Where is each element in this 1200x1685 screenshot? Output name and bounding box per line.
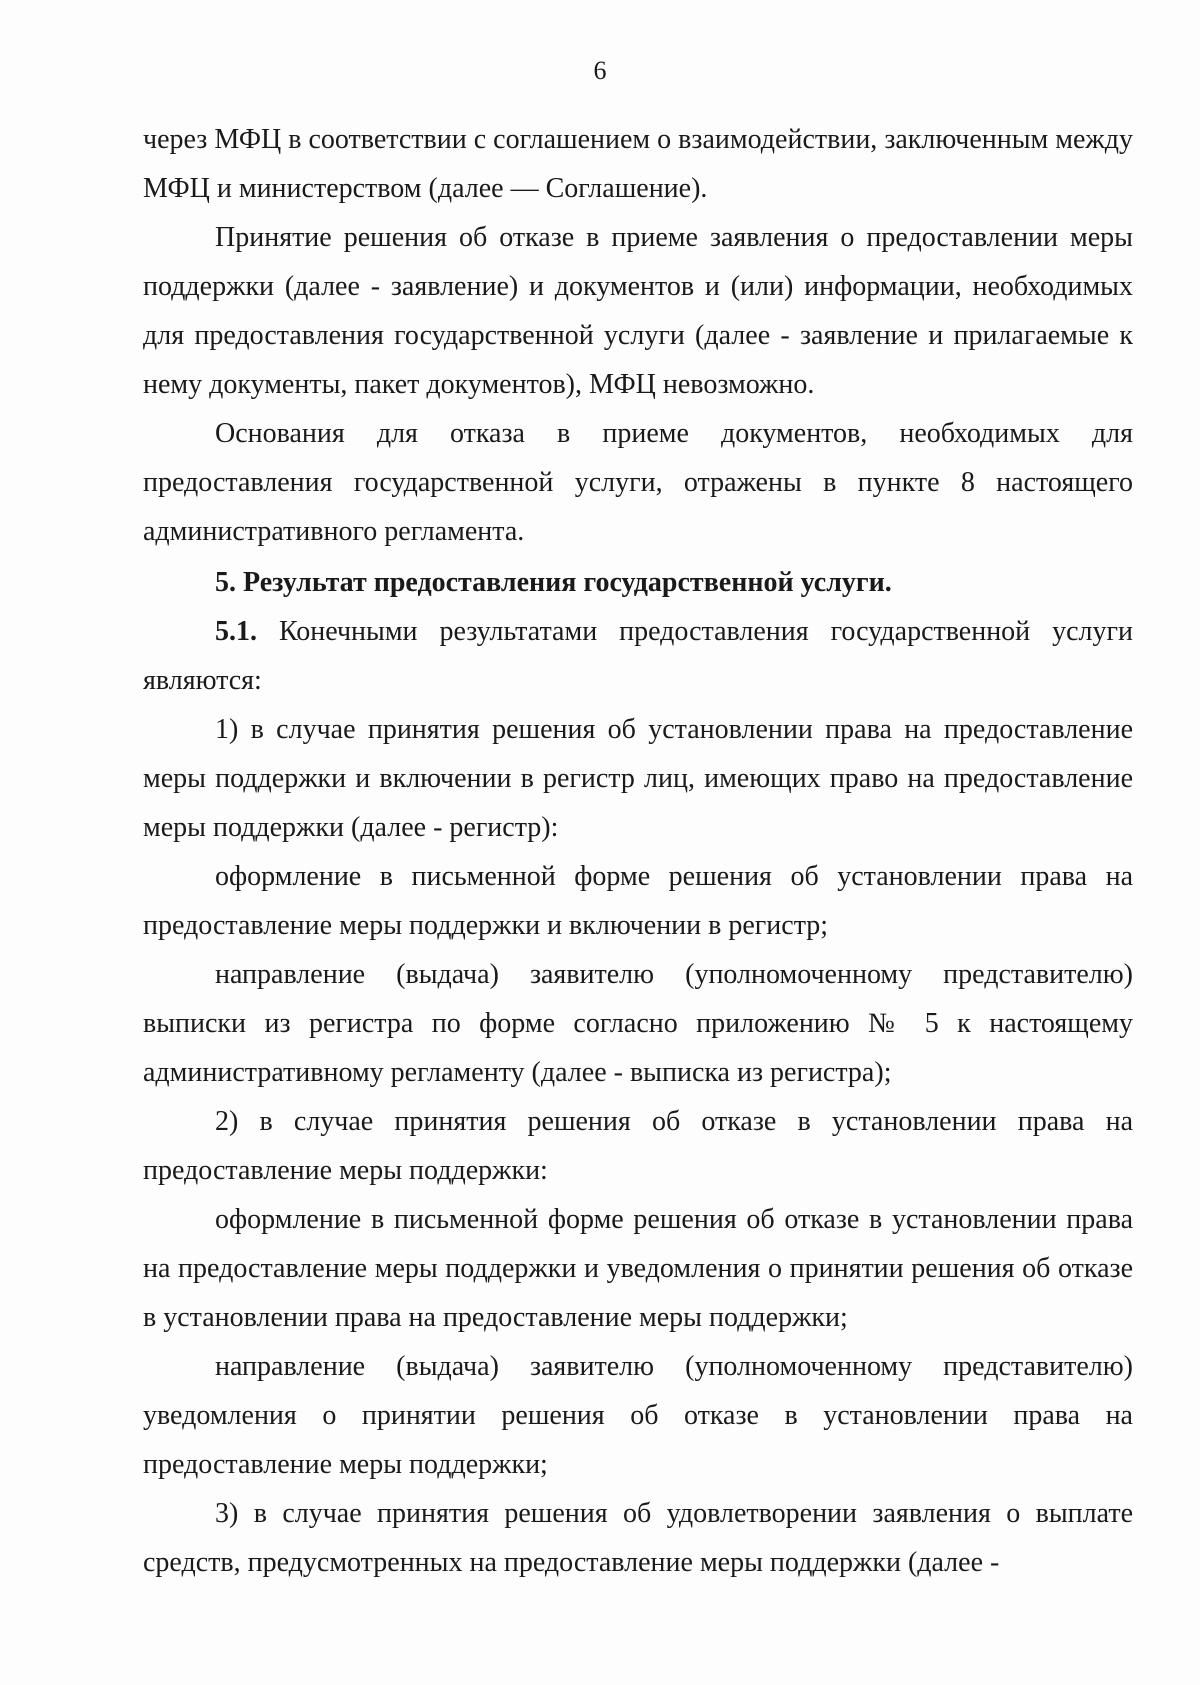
paragraph-case-1: 1) в случае принятия решения об установлении права на предоставление меры поддержки и включении в регистр лиц, имеющих право на предоставление меры поддержки (далее - регистр): bbox=[143, 714, 1133, 843]
paragraph-case-2: 2) в случае принятия решения об отказе в установлении права на предоставление меры поддержки: bbox=[143, 1106, 1133, 1186]
paragraph-case-1-decision: оформление в письменной форме решения об установлении права на предоставление меры поддержки и включении в регистр; bbox=[143, 861, 1133, 941]
paragraph-refusal-impossible: Принятие решения об отказе в приеме заявления о предоставлении меры поддержки (далее - заявление) и документов и (или) информации, необходимых для предоставления государственной услуги (далее - заявление и прилагаемые к нему документы, пакет документов), МФЦ невозможно. bbox=[143, 222, 1133, 400]
paragraph-case-2-notice: направление (выдача) заявителю (уполномоченному представителю) уведомления о принятии решения об отказе в установлении права на предоставление меры поддержки; bbox=[143, 1351, 1133, 1480]
paragraph-refusal-grounds: Основания для отказа в приеме документов, необходимых для предоставления государственной услуги, отражены в пункте 8 настоящего административного регламента. bbox=[143, 418, 1133, 547]
paragraph-final-results bbox=[143, 607, 1133, 705]
clause-number: 5.1. bbox=[215, 616, 257, 647]
document-body bbox=[143, 115, 1133, 1587]
clause-text: Конечными результатами предоставления государственной услуги являются: bbox=[143, 616, 1133, 696]
paragraph-case-3: 3) в случае принятия решения об удовлетворении заявления о выплате средств, предусмотренных на предоставление меры поддержки (далее - bbox=[143, 1498, 1133, 1578]
paragraph-case-1-extract: направление (выдача) заявителю (уполномоченному представителю) выписки из регистра по форме согласно приложению № 5 к настоящему административному регламенту (далее - выписка из регистра); bbox=[143, 959, 1133, 1088]
section-heading: 5. Результат предоставления государственной услуги. bbox=[215, 567, 892, 598]
paragraph-case-2-decision: оформление в письменной форме решения об отказе в установлении права на предоставление меры поддержки и уведомления о принятии решения об отказе в установлении права на предоставление меры поддержки; bbox=[143, 1204, 1133, 1333]
page-number: 6 bbox=[593, 56, 607, 85]
paragraph-continuation: через МФЦ в соответствии с соглашением о взаимодействии, заключенным между МФЦ и министерством (далее — Соглашение). bbox=[143, 124, 1133, 204]
